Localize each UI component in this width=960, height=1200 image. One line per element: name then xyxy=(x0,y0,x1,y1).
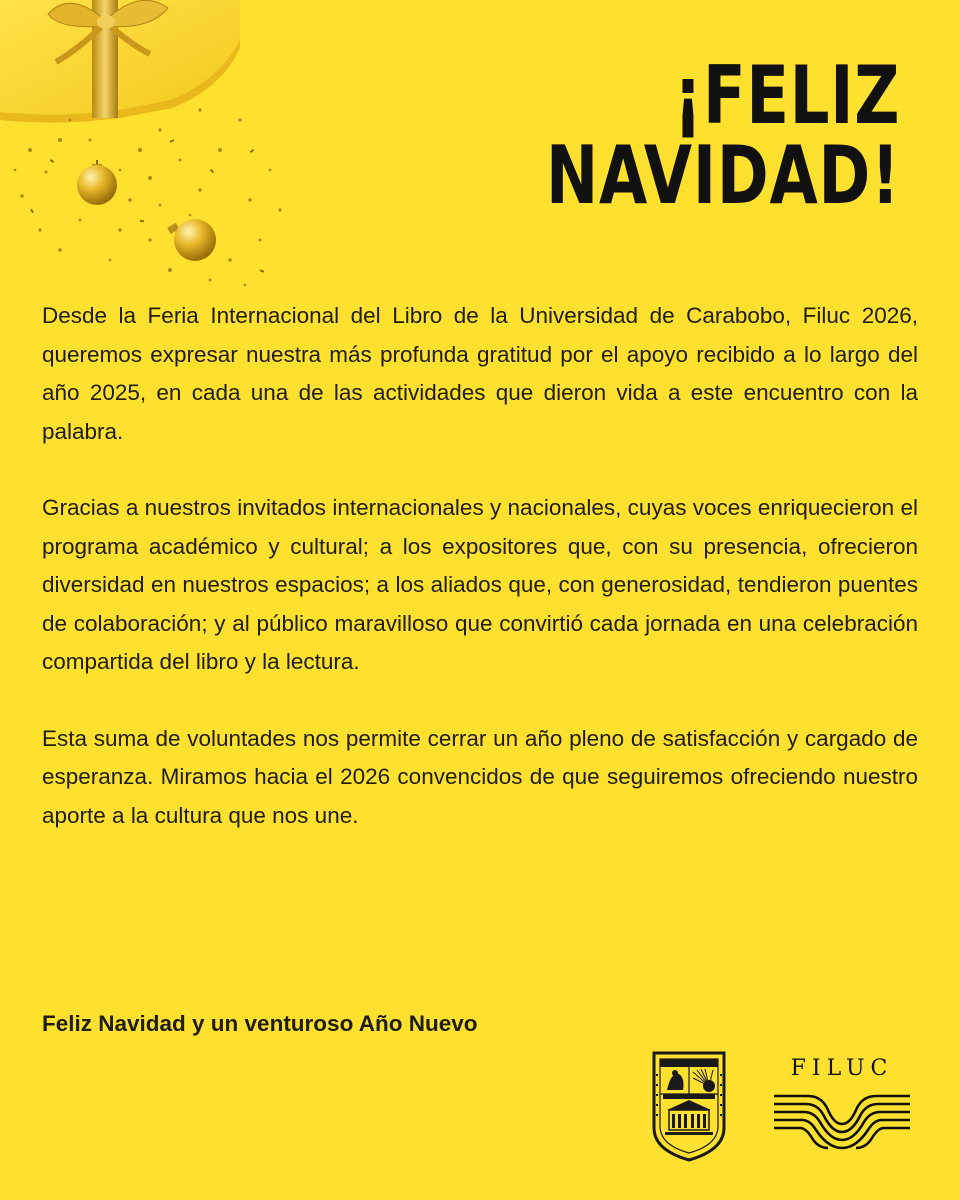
filuc-wordmark: FILUC xyxy=(790,1056,894,1081)
closing-greeting: Feliz Navidad y un venturoso Año Nuevo xyxy=(42,1011,478,1036)
paragraph-intro: Desde la Feria Internacional del Libro de la Universidad de Carabobo, Filuc 2026, queremos expresar nuestra más profunda gratitud por el apoyo recibido a lo largo del año 2025, en cada una de las actividades que dieron vida a este encuentro con la palabra. xyxy=(42,303,918,444)
page-title xyxy=(545,49,900,222)
gift-decoration-icon xyxy=(0,0,300,300)
paragraph-thanks: Gracias a nuestros invitados internacionales y nacionales, cuyas voces enriquecieron el programa académico y cultural; a los expositores que, con su presencia, ofrecieron diversidad en nuestros espacios; a los aliados que, con generosidad, tendieron puentes de colaboración; y al público maravilloso que convirtió cada jornada en una celebración compartida del libro y la lectura. xyxy=(42,495,918,674)
title-line-2: NAVIDAD! xyxy=(545,129,900,222)
paragraph-outlook: Esta suma de voluntades nos permite cerrar un año pleno de satisfacción y cargado de esperanza. Miramos hacia el 2026 convencidos de que seguiremos ofreciendo nuestro aporte a la cultura que nos une. xyxy=(42,725,918,828)
title-line-1: ¡FELIZ xyxy=(673,49,900,142)
message-body xyxy=(42,297,918,873)
book-waves-icon xyxy=(772,1088,912,1150)
filuc-logo xyxy=(772,1056,912,1152)
university-seal-icon xyxy=(651,1050,727,1162)
